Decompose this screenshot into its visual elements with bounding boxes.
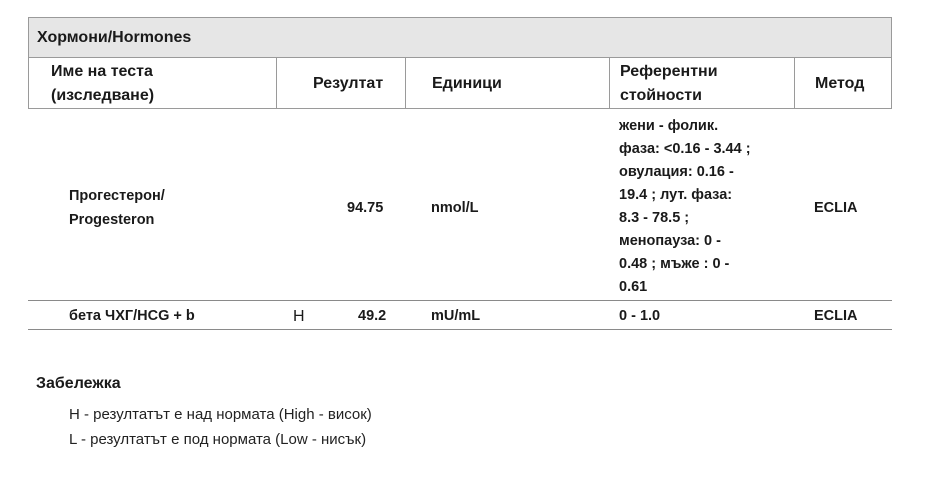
result-value: 94.75	[347, 200, 384, 216]
note-title: Забележка	[36, 375, 121, 392]
row-divider	[28, 300, 892, 301]
test-name: бета ЧХГ/HCG + b	[69, 308, 195, 324]
section-title: Хормони/Hormones	[37, 29, 192, 46]
reference-range: 0 - 1.0	[619, 308, 661, 324]
units-value: nmol/L	[431, 200, 479, 216]
column-header-units: Единици	[405, 58, 609, 109]
note-line: L - резултатът е под нормата (Low - нисък)	[69, 431, 367, 448]
row-divider	[28, 329, 892, 330]
test-name-line: Прогестерон/	[69, 188, 165, 204]
units-value: mU/mL	[431, 308, 481, 324]
test-name-line: Progesteron	[69, 212, 155, 228]
column-header-result: Резултат	[276, 58, 405, 109]
column-header-test-name: Име на теста (изследване)	[28, 58, 276, 109]
result-value: 49.2	[358, 308, 387, 324]
method-value: ECLIA	[814, 200, 858, 216]
column-header-method: Метод	[794, 58, 892, 109]
method-value: ECLIA	[814, 308, 858, 324]
column-header-reference: Референтни стойности	[609, 58, 794, 109]
note-line: H - резултатът е над нормата (High - висок)	[69, 406, 372, 423]
flag-high: H	[293, 308, 305, 325]
section-header	[28, 17, 892, 58]
